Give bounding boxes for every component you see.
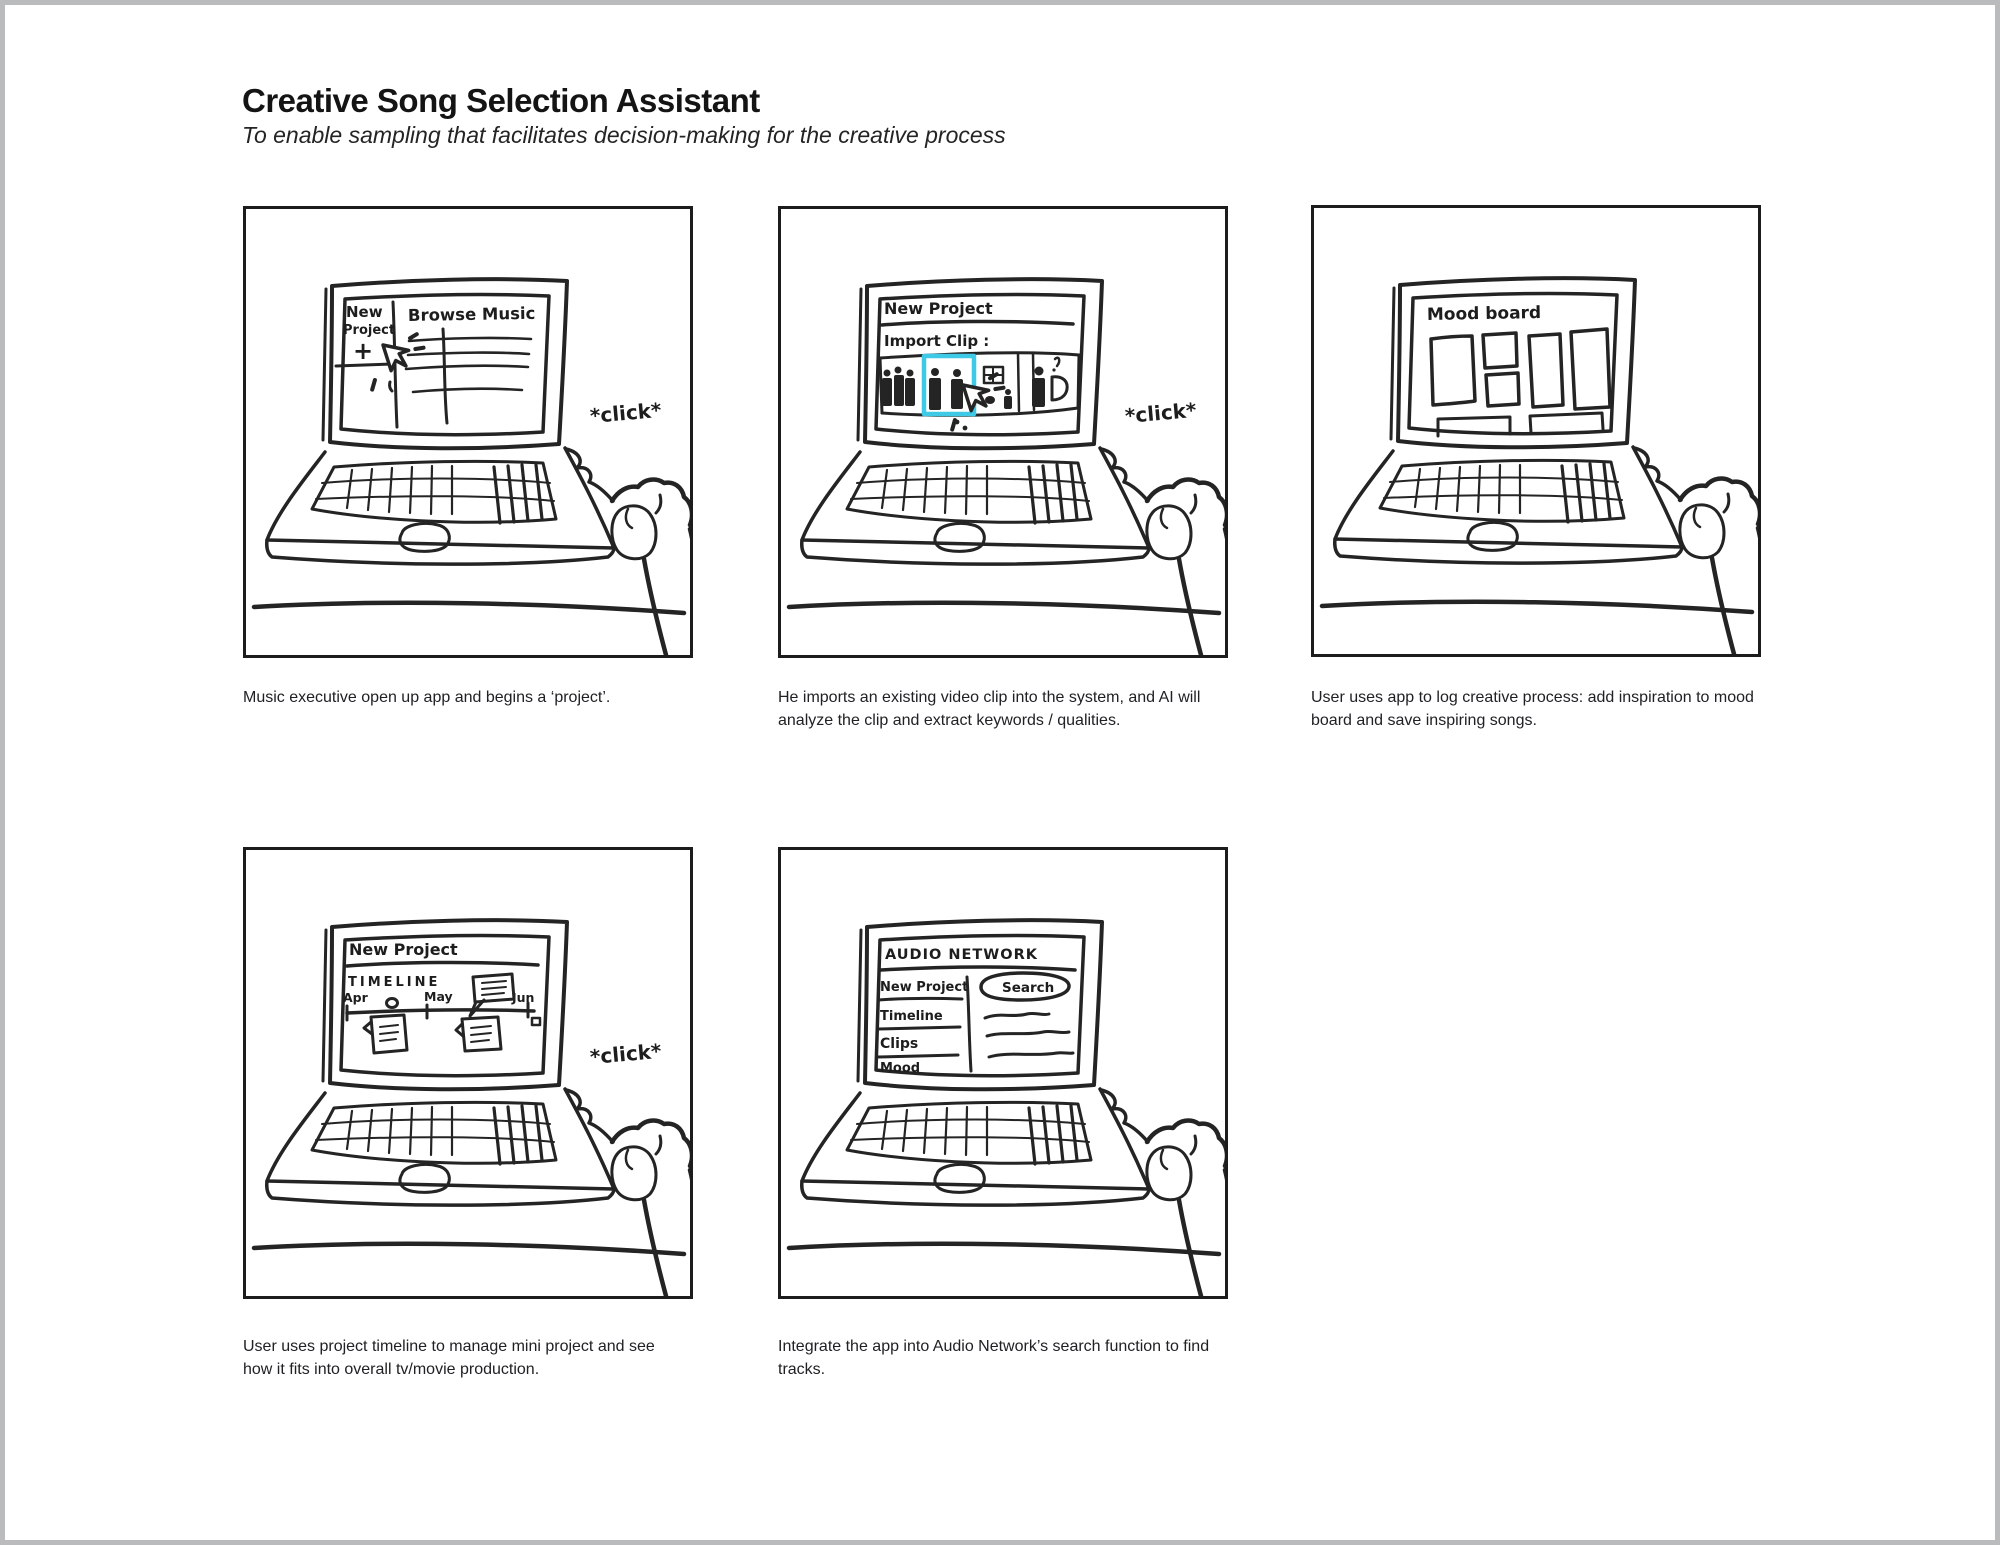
clip-thumbnail-selected[interactable]	[929, 368, 963, 410]
search-pill[interactable]	[981, 973, 1069, 1000]
sidebar-new-project-label[interactable]: New	[346, 303, 383, 321]
panel-4-sketch	[246, 850, 690, 1296]
screen-title: New Project	[884, 299, 993, 318]
nav-timeline[interactable]: Timeline	[880, 1009, 943, 1024]
timeline-note-card[interactable]	[364, 1015, 407, 1053]
click-annotation: *click*	[588, 397, 663, 428]
panel-2-sketch	[781, 209, 1225, 655]
click-annotation: *click*	[588, 1038, 663, 1069]
month-jun-label: Jun	[512, 990, 535, 1005]
music-table-sketch	[406, 329, 531, 423]
audio-network-heading: AUDIO NETWORK	[885, 947, 1039, 963]
import-clip-label: Import Clip :	[884, 332, 990, 350]
storyboard-panel-4	[243, 847, 693, 1299]
screen-new-project-browse-music	[336, 302, 536, 427]
month-may-label: May	[424, 989, 453, 1004]
new-project-plus-button[interactable]: +	[353, 337, 374, 365]
month-apr-label: Apr	[343, 990, 368, 1005]
panel-1-caption: Music executive open up app and begins a ‘project’.	[243, 689, 611, 706]
panel-3-sketch	[1314, 208, 1758, 654]
mood-board-tiles[interactable]	[1431, 329, 1610, 436]
search-result-lines	[985, 1013, 1073, 1057]
page-subtitle: To enable sampling that facilitates decision-making for the creative process	[242, 122, 1006, 148]
storyboard-panel-3	[1311, 205, 1761, 657]
laptop-sketch	[254, 279, 690, 655]
screen-timeline	[343, 940, 540, 1053]
search-label[interactable]: Search	[1002, 980, 1055, 996]
click-annotation: *click*	[1123, 397, 1198, 428]
browse-music-heading: Browse Music	[407, 303, 536, 325]
storyboard-panel-5	[778, 847, 1228, 1299]
storyboard-panel-2	[778, 206, 1228, 658]
nav-mood[interactable]: Mood	[880, 1061, 921, 1076]
screen-title: New Project	[349, 940, 458, 959]
cursor-icon	[372, 334, 423, 389]
clip-thumbnail-person[interactable]	[1032, 358, 1067, 407]
laptop-sketch	[789, 279, 1225, 655]
screen-mood-board	[1427, 303, 1610, 436]
nav-clips[interactable]: Clips	[880, 1036, 919, 1052]
laptop-sketch	[789, 920, 1225, 1296]
screen-audio-network	[878, 947, 1075, 1076]
sidebar-new-project-label-2[interactable]: Project	[343, 323, 396, 338]
mood-board-heading: Mood board	[1426, 303, 1542, 325]
screen-import-clip	[880, 299, 1079, 430]
panel-5-caption: Integrate the app into Audio Network’s search function to find tracks.	[778, 1338, 1210, 1378]
nav-new-project[interactable]: New Project	[880, 980, 969, 995]
panel-5-sketch	[781, 850, 1225, 1296]
clip-thumbnail-people[interactable]	[882, 367, 915, 407]
timeline-label: TIMELINE	[348, 975, 441, 990]
panel-4-caption: User uses project timeline to manage mini project and see how it fits into overall tv/movie production.	[243, 1338, 655, 1378]
sidebar-nav[interactable]	[878, 980, 968, 1076]
storyboard-panel-1	[243, 206, 693, 658]
panel-3-caption: User uses app to log creative process: add inspiration to mood board and save inspiring songs.	[1311, 689, 1754, 729]
timeline-note-card[interactable]	[456, 1017, 501, 1051]
filmstrip[interactable]	[880, 353, 1079, 416]
panel-2-caption: He imports an existing video clip into the system, and AI will analyze the clip and extract keywords / qualities.	[778, 689, 1201, 729]
page-title: Creative Song Selection Assistant	[242, 82, 760, 119]
panel-1-sketch	[246, 209, 690, 655]
